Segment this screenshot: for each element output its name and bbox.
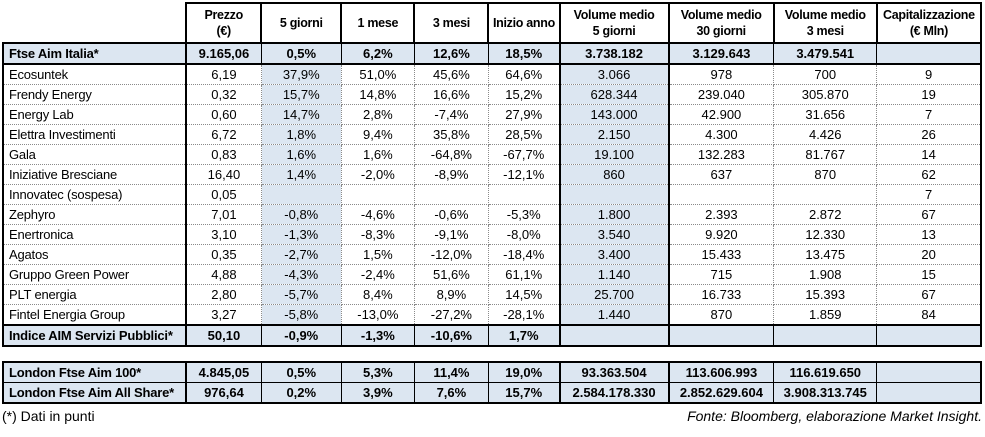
row-label: London Ftse Aim 100*: [3, 362, 186, 383]
cell-1-mese: 14,8%: [341, 85, 414, 105]
cell-3-mesi: -8,9%: [414, 165, 488, 185]
cell-volume-medio-5-giorni: 1.800: [560, 205, 669, 225]
cell-1-mese: 51,0%: [341, 64, 414, 85]
column-header-volume-medio-3-mesi: Volume medio 3 mesi: [774, 3, 877, 43]
company-row: [3, 285, 981, 305]
cell-5-giorni: 0,2%: [261, 383, 341, 404]
cell-3-mesi: [414, 185, 488, 205]
cell-5-giorni: -5,7%: [261, 285, 341, 305]
cell-prezzo: 0,60: [186, 105, 261, 125]
cell-inizio-anno: 15,7%: [488, 383, 559, 404]
cell-volume-medio-30-giorni: 715: [669, 265, 774, 285]
cell-volume-medio-30-giorni: 132.283: [669, 145, 774, 165]
cell-inizio-anno: 27,9%: [488, 105, 559, 125]
cell-1-mese: [341, 185, 414, 205]
cell-3-mesi: 16,6%: [414, 85, 488, 105]
cell-5-giorni: -0,9%: [261, 325, 341, 346]
cell-volume-medio-5-giorni: 143.000: [560, 105, 669, 125]
cell-volume-medio-3-mesi: 116.619.650: [774, 362, 877, 383]
cell-volume-medio-30-giorni: 2.393: [669, 205, 774, 225]
cell-inizio-anno: -8,0%: [488, 225, 559, 245]
cell-1-mese: 2,8%: [341, 105, 414, 125]
cell-3-mesi: -7,4%: [414, 105, 488, 125]
cell-5-giorni: 0,5%: [261, 43, 341, 64]
cell-volume-medio-30-giorni: [669, 185, 774, 205]
row-label: Agatos: [3, 245, 186, 265]
cell-prezzo: 4.845,05: [186, 362, 261, 383]
cell-3-mesi: 51,6%: [414, 265, 488, 285]
cell-capitalizzazione: 62: [877, 165, 981, 185]
column-header-5-giorni: 5 giorni: [261, 3, 341, 43]
cell-inizio-anno: 18,5%: [488, 43, 559, 64]
table-header: [3, 3, 981, 43]
row-label: Enertronica: [3, 225, 186, 245]
cell-inizio-anno: [488, 185, 559, 205]
row-label: Gruppo Green Power: [3, 265, 186, 285]
cell-1-mese: 9,4%: [341, 125, 414, 145]
cell-capitalizzazione: 26: [877, 125, 981, 145]
cell-1-mese: -1,3%: [341, 325, 414, 346]
summary-row-indice-aim-servizi-pubblici: [3, 325, 981, 346]
cell-prezzo: 0,32: [186, 85, 261, 105]
cell-capitalizzazione: 7: [877, 105, 981, 125]
cell-volume-medio-3-mesi: [774, 325, 877, 346]
cell-1-mese: -13,0%: [341, 305, 414, 326]
company-row: [3, 105, 981, 125]
cell-1-mese: -2,4%: [341, 265, 414, 285]
cell-volume-medio-5-giorni: 93.363.504: [560, 362, 669, 383]
company-row: [3, 64, 981, 85]
cell-3-mesi: -27,2%: [414, 305, 488, 326]
corner-blank-cell: [3, 3, 186, 43]
cell-5-giorni: -5,8%: [261, 305, 341, 326]
cell-capitalizzazione: 67: [877, 205, 981, 225]
cell-volume-medio-3-mesi: [774, 185, 877, 205]
cell-3-mesi: -12,0%: [414, 245, 488, 265]
row-label: PLT energia: [3, 285, 186, 305]
cell-volume-medio-30-giorni: 978: [669, 64, 774, 85]
cell-volume-medio-5-giorni: 628.344: [560, 85, 669, 105]
cell-prezzo: 50,10: [186, 325, 261, 346]
cell-volume-medio-30-giorni: 4.300: [669, 125, 774, 145]
cell-5-giorni: 15,7%: [261, 85, 341, 105]
cell-inizio-anno: 64,6%: [488, 64, 559, 85]
cell-capitalizzazione: 20: [877, 245, 981, 265]
company-row: [3, 125, 981, 145]
cell-1-mese: 6,2%: [341, 43, 414, 64]
company-row: [3, 225, 981, 245]
company-row: [3, 245, 981, 265]
cell-inizio-anno: -18,4%: [488, 245, 559, 265]
cell-capitalizzazione: 9: [877, 64, 981, 85]
cell-capitalizzazione: [877, 383, 981, 404]
cell-capitalizzazione: [877, 43, 981, 64]
cell-volume-medio-3-mesi: 870: [774, 165, 877, 185]
column-header-1-mese: 1 mese: [341, 3, 414, 43]
column-header-prezzo: Prezzo (€): [186, 3, 261, 43]
cell-volume-medio-30-giorni: 15.433: [669, 245, 774, 265]
cell-inizio-anno: 61,1%: [488, 265, 559, 285]
cell-capitalizzazione: 7: [877, 185, 981, 205]
cell-5-giorni: 37,9%: [261, 64, 341, 85]
cell-capitalizzazione: [877, 325, 981, 346]
cell-prezzo: 0,35: [186, 245, 261, 265]
cell-volume-medio-3-mesi: 700: [774, 64, 877, 85]
cell-volume-medio-5-giorni: [560, 325, 669, 346]
cell-volume-medio-30-giorni: 637: [669, 165, 774, 185]
row-label: Ftse Aim Italia*: [3, 43, 186, 64]
cell-prezzo: 0,05: [186, 185, 261, 205]
column-header-inizio-anno: Inizio anno: [488, 3, 559, 43]
cell-volume-medio-3-mesi: 3.908.313.745: [774, 383, 877, 404]
cell-5-giorni: 0,5%: [261, 362, 341, 383]
cell-volume-medio-5-giorni: 1.140: [560, 265, 669, 285]
cell-5-giorni: -0,8%: [261, 205, 341, 225]
cell-1-mese: -4,6%: [341, 205, 414, 225]
cell-volume-medio-5-giorni: 3.738.182: [560, 43, 669, 64]
cell-prezzo: 7,01: [186, 205, 261, 225]
london-index-row-1: [3, 362, 981, 383]
cell-volume-medio-30-giorni: 42.900: [669, 105, 774, 125]
cell-3-mesi: 8,9%: [414, 285, 488, 305]
cell-volume-medio-5-giorni: [560, 185, 669, 205]
cell-prezzo: 976,64: [186, 383, 261, 404]
company-row: [3, 85, 981, 105]
cell-prezzo: 2,80: [186, 285, 261, 305]
cell-prezzo: 16,40: [186, 165, 261, 185]
cell-3-mesi: 11,4%: [414, 362, 488, 383]
header-row: [3, 3, 981, 43]
cell-inizio-anno: 19,0%: [488, 362, 559, 383]
aim-italia-table: [2, 2, 982, 347]
row-label: London Ftse Aim All Share*: [3, 383, 186, 404]
cell-volume-medio-3-mesi: 12.330: [774, 225, 877, 245]
index-row-ftse-aim-italia: [3, 43, 981, 64]
cell-inizio-anno: 14,5%: [488, 285, 559, 305]
row-label: Frendy Energy: [3, 85, 186, 105]
cell-prezzo: 0,83: [186, 145, 261, 165]
row-label: Iniziative Bresciane: [3, 165, 186, 185]
cell-inizio-anno: -12,1%: [488, 165, 559, 185]
company-row: [3, 185, 981, 205]
cell-volume-medio-5-giorni: 1.440: [560, 305, 669, 326]
cell-volume-medio-3-mesi: 31.656: [774, 105, 877, 125]
cell-capitalizzazione: 14: [877, 145, 981, 165]
cell-volume-medio-3-mesi: 15.393: [774, 285, 877, 305]
cell-volume-medio-3-mesi: 4.426: [774, 125, 877, 145]
cell-volume-medio-3-mesi: 13.475: [774, 245, 877, 265]
cell-1-mese: -8,3%: [341, 225, 414, 245]
column-header-volume-medio-30-giorni: Volume medio 30 giorni: [669, 3, 774, 43]
cell-3-mesi: 45,6%: [414, 64, 488, 85]
cell-prezzo: 6,19: [186, 64, 261, 85]
cell-3-mesi: -0,6%: [414, 205, 488, 225]
cell-prezzo: 9.165,06: [186, 43, 261, 64]
cell-5-giorni: -4,3%: [261, 265, 341, 285]
column-header-capitalizzazione: Capitalizzazione (€ Mln): [877, 3, 981, 43]
london-ftse-table: [2, 361, 982, 404]
cell-1-mese: 1,6%: [341, 145, 414, 165]
company-row: [3, 205, 981, 225]
cell-volume-medio-30-giorni: 16.733: [669, 285, 774, 305]
cell-1-mese: 8,4%: [341, 285, 414, 305]
cell-volume-medio-5-giorni: 19.100: [560, 145, 669, 165]
cell-capitalizzazione: 84: [877, 305, 981, 326]
cell-5-giorni: 14,7%: [261, 105, 341, 125]
column-header-volume-medio-5-giorni: Volume medio 5 giorni: [560, 3, 669, 43]
row-label: Ecosuntek: [3, 64, 186, 85]
cell-1-mese: 1,5%: [341, 245, 414, 265]
cell-3-mesi: 35,8%: [414, 125, 488, 145]
row-label: Energy Lab: [3, 105, 186, 125]
cell-capitalizzazione: 19: [877, 85, 981, 105]
source-note: Fonte: Bloomberg, elaborazione Market Insight.: [687, 408, 982, 424]
cell-prezzo: 6,72: [186, 125, 261, 145]
cell-volume-medio-3-mesi: 2.872: [774, 205, 877, 225]
cell-inizio-anno: 1,7%: [488, 325, 559, 346]
cell-inizio-anno: -28,1%: [488, 305, 559, 326]
cell-inizio-anno: 28,5%: [488, 125, 559, 145]
cell-volume-medio-30-giorni: 239.040: [669, 85, 774, 105]
company-row: [3, 305, 981, 326]
cell-prezzo: 4,88: [186, 265, 261, 285]
cell-1-mese: -2,0%: [341, 165, 414, 185]
cell-volume-medio-3-mesi: 1.859: [774, 305, 877, 326]
cell-3-mesi: 12,6%: [414, 43, 488, 64]
cell-volume-medio-3-mesi: 305.870: [774, 85, 877, 105]
cell-3-mesi: -64,8%: [414, 145, 488, 165]
cell-volume-medio-3-mesi: 3.479.541: [774, 43, 877, 64]
cell-5-giorni: -1,3%: [261, 225, 341, 245]
cell-3-mesi: -10,6%: [414, 325, 488, 346]
cell-3-mesi: -9,1%: [414, 225, 488, 245]
company-row: [3, 165, 981, 185]
cell-1-mese: 5,3%: [341, 362, 414, 383]
cell-volume-medio-3-mesi: 81.767: [774, 145, 877, 165]
cell-volume-medio-30-giorni: 9.920: [669, 225, 774, 245]
cell-volume-medio-5-giorni: 3.400: [560, 245, 669, 265]
cell-volume-medio-30-giorni: 3.129.643: [669, 43, 774, 64]
cell-capitalizzazione: 67: [877, 285, 981, 305]
cell-volume-medio-3-mesi: 1.908: [774, 265, 877, 285]
cell-5-giorni: [261, 185, 341, 205]
cell-prezzo: 3,27: [186, 305, 261, 326]
row-label: Innovatec (sospesa): [3, 185, 186, 205]
cell-capitalizzazione: 13: [877, 225, 981, 245]
cell-3-mesi: 7,6%: [414, 383, 488, 404]
cell-inizio-anno: -5,3%: [488, 205, 559, 225]
footnotes: [2, 404, 982, 424]
london-index-row-2: [3, 383, 981, 404]
cell-5-giorni: 1,6%: [261, 145, 341, 165]
row-label: Fintel Energia Group: [3, 305, 186, 326]
footnote-dati-in-punti: (*) Dati in punti: [2, 408, 95, 424]
cell-5-giorni: 1,8%: [261, 125, 341, 145]
company-row: [3, 145, 981, 165]
row-label: Zephyro: [3, 205, 186, 225]
cell-5-giorni: -2,7%: [261, 245, 341, 265]
cell-5-giorni: 1,4%: [261, 165, 341, 185]
cell-capitalizzazione: 15: [877, 265, 981, 285]
cell-volume-medio-5-giorni: 2.584.178.330: [560, 383, 669, 404]
cell-volume-medio-30-giorni: 113.606.993: [669, 362, 774, 383]
column-header-3-mesi: 3 mesi: [414, 3, 488, 43]
cell-1-mese: 3,9%: [341, 383, 414, 404]
row-label: Gala: [3, 145, 186, 165]
cell-volume-medio-30-giorni: [669, 325, 774, 346]
company-row: [3, 265, 981, 285]
cell-volume-medio-5-giorni: 3.540: [560, 225, 669, 245]
cell-volume-medio-5-giorni: 25.700: [560, 285, 669, 305]
row-label: Indice AIM Servizi Pubblici*: [3, 325, 186, 346]
cell-capitalizzazione: [877, 362, 981, 383]
cell-volume-medio-30-giorni: 2.852.629.604: [669, 383, 774, 404]
cell-prezzo: 3,10: [186, 225, 261, 245]
cell-inizio-anno: -67,7%: [488, 145, 559, 165]
cell-volume-medio-30-giorni: 870: [669, 305, 774, 326]
row-label: Elettra Investimenti: [3, 125, 186, 145]
cell-volume-medio-5-giorni: 860: [560, 165, 669, 185]
cell-inizio-anno: 15,2%: [488, 85, 559, 105]
cell-volume-medio-5-giorni: 2.150: [560, 125, 669, 145]
cell-volume-medio-5-giorni: 3.066: [560, 64, 669, 85]
